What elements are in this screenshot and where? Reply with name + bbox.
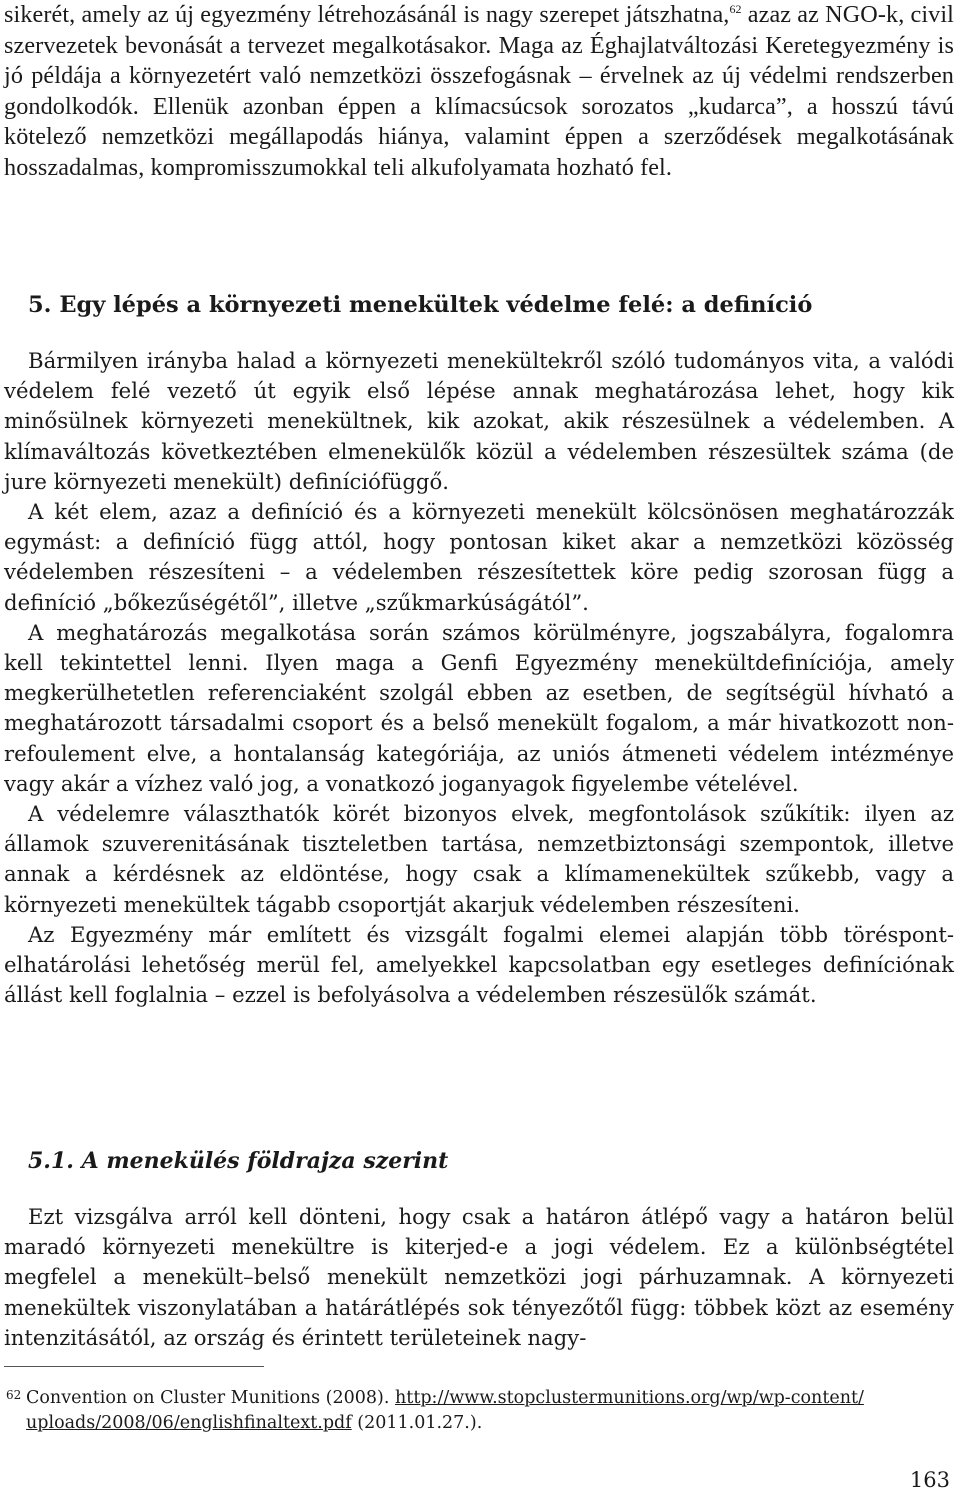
paragraph-text: sikerét, amely az új egyezmény létrehozásánál is nagy szerepet játszhatna, xyxy=(4,1,730,28)
paragraph: Az Egyezmény már említett és vizsgált fogalmi elemei alapján több töréspont-elhatárolási lehetőség merül fel, amelyekkel kapcsolatban egy esetleges definíciónak állást kell foglalnia – ezzel is befolyásolva a védelemben részesülők számát. xyxy=(4,921,954,1008)
subsection-5-1-body xyxy=(4,1202,954,1353)
footnote-divider xyxy=(4,1366,264,1367)
footnote-text: Convention on Cluster Munitions (2008). xyxy=(26,1388,390,1408)
page-number: 163 xyxy=(909,1468,950,1492)
section-5-body xyxy=(4,346,954,1010)
footnote xyxy=(4,1386,954,1436)
continuation-block xyxy=(4,0,954,183)
paragraph: Bármilyen irányba halad a környezeti menekültekről szóló tudományos vita, a valódi védelem felé vezető út egyik első lépése annak meghatározása lehet, hogy kik minősülnek környezeti menekültnek, kik azokat, akik részesülnek a védelemben. A klímaváltozás következtében elmenekülők közül a védelemben részesültek száma (de jure környezeti menekült) definíciófüggő. xyxy=(4,348,954,494)
paragraph: Ezt vizsgálva arról kell dönteni, hogy csak a határon átlépő vagy a határon belül maradó környezeti menekültre is kiterjed-e a jogi védelem. Ez a különbségtétel megfelel a menekült–belső menekült nemzetközi jogi párhuzamnak. A környezeti menekültek viszonylatában a határátlépés sok tényezőtől függ: többek közt az esemény intenzitásától, az ország és érintett területeinek nagy- xyxy=(4,1204,954,1350)
paragraph: A két elem, azaz a definíció és a környezeti menekült kölcsönösen meghatározzák egymást: a definíció függ attól, hogy pontosan kiket akar a nemzetközi közösség védelemben részesíteni – a védelemben részesítettek köre pedig szorosan függ a definíció „bőkezűségétől”, illetve „szűkmarkúságától”. xyxy=(4,499,954,615)
paragraph: A védelemre választhatók körét bizonyos elvek, megfontolások szűkítik: ilyen az államok szuverenitásának tiszteletben tartása, nemzetbiztonsági szempontok, illetve annak a kérdésnek az eldöntése, hogy csak a klímamenekültek szűkebb, vagy a környezeti menekültek tágabb csoportját akarjuk védelemben részesíteni. xyxy=(4,801,954,917)
footnote-ref[interactable]: 62 xyxy=(729,2,742,16)
footnote-date: (2011.01.27.). xyxy=(357,1413,483,1433)
continued-paragraph xyxy=(4,0,954,183)
subsection-heading-5-1: 5.1. A menekülés földrajza szerint xyxy=(28,1148,449,1174)
paragraph-text: Ellenük azonban éppen a klímacsúcsok sorozatos „kudarca”, a hosszú távú kötelező nemzetközi megállapodás hiánya, valamint éppen a szerződések megalkotásának hosszadalmas, kompromisszumokkal teli alkufolyamata hozható fel. xyxy=(4,92,954,181)
footnote-link[interactable]: http://www.stopclustermunitions.org/wp/wp-content/ uploads/2008/06/englishfinaltext.pdf xyxy=(26,1388,864,1433)
footnote-number: 62 xyxy=(6,1388,22,1402)
paragraph: A meghatározás megalkotása során számos körülményre, jogszabályra, fogalomra kell tekintettel lenni. Ilyen maga a Genfi Egyezmény menekültdefiníciója, amely megkerülhetetlen referenciaként szolgál ebben az esetben, de segítségül hívható a meghatározott társadalmi csoport és a belső menekült fogalom, a már hivatkozott non-refoulement elve, a hontalanság kategóriája, az uniós átmeneti védelem intézménye vagy akár a vízhez való jog, a vonatkozó joganyagok figyelembe vételével. xyxy=(4,619,954,796)
section-heading-5: 5. Egy lépés a környezeti menekültek védelme felé: a definíció xyxy=(28,292,813,318)
paragraph-text: azaz az NGO-k, civil szervezetek bevonását a tervezet megalkotásakor. Maga az Éghajlatváltozási Keretegyezmény is jó példája a környezetért való nemzetközi összefogásnak – érvelnek az új védelmi rendszerben gondolkodók. xyxy=(4,1,954,120)
